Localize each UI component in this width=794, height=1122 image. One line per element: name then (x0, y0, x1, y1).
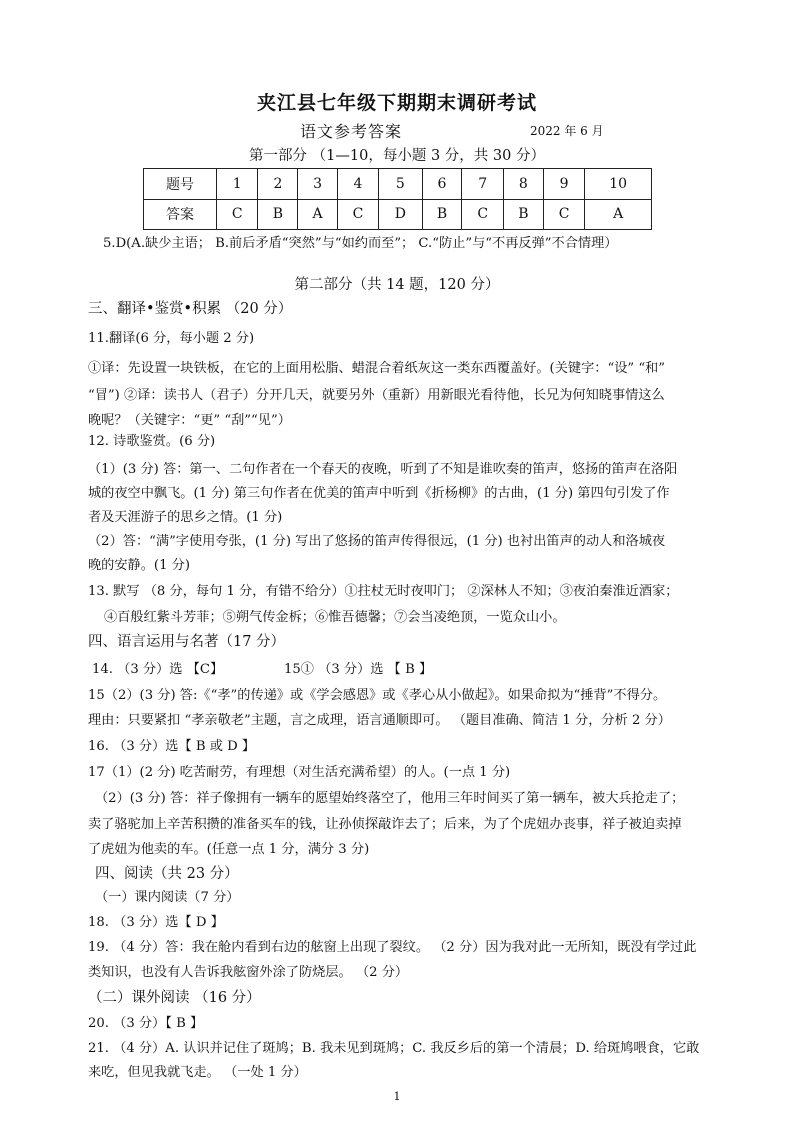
answer-line: 15① （3 分）选 【 B 】 (284, 662, 433, 677)
table-cell: B (258, 199, 298, 230)
page-number: 1 (393, 1090, 401, 1103)
answer-line: 晚的安静。(1 分) (88, 558, 190, 573)
table-cell: A (298, 199, 337, 230)
table-row-numbers (144, 169, 652, 200)
table-cell: A (585, 199, 652, 230)
part2-heading: 第二部分（共 14 题，120 分） (294, 277, 500, 293)
answer-line: 14. （3 分）选 【C】 (92, 662, 224, 677)
table-cell: 1 (217, 169, 258, 200)
answer-line: 来吃，但见我就飞走。 （一处 1 分） (88, 1065, 307, 1080)
answer-line: ①译：先设置一块铁板，在它的上面用松脂、蜡混合着纸灰这一类东西覆盖好。(关键字：“设” “和” (88, 361, 665, 376)
answer-line: （2）答：“满”字使用夸张，(1 分) 写出了悠扬的笛声传得很远，(1 分) 也衬出笛声的动人和洛城夜 (88, 534, 666, 549)
answer-line: 19. （4 分）答：我在舱内看到右边的舷窗上出现了裂纹。 （2 分）因为我对此一无所知，既没有学过此 (88, 940, 697, 955)
question-heading: 12. 诗歌鉴赏。(6 分) (88, 434, 216, 449)
table-cell: 8 (503, 169, 543, 200)
table-cell: C (462, 199, 503, 230)
answer-line: 了虎妞为他卖的车。(任意一点 1 分，满分 3 分) (88, 842, 370, 857)
section-heading: 三、翻译•鉴赏•积累 （20 分） (88, 301, 293, 317)
table-cell: C (543, 199, 584, 230)
question-heading: 11.翻译(6 分，每小题 2 分) (88, 331, 255, 346)
table-cell: 7 (462, 169, 503, 200)
answer-line: 17（1）(2 分) 吃苦耐劳，有理想（对生活充满希望）的人。(一点 1 分) (88, 765, 511, 780)
table-cell: D (379, 199, 422, 230)
table-cell: 4 (337, 169, 378, 200)
subsection-heading: （二）课外阅读 （16 分） (88, 990, 261, 1006)
answer-line: （2）(3 分) 答：祥子像拥有一辆车的愿望始终落空了，他用三年时间买了第一辆车，被大兵抢走了； (95, 791, 685, 806)
table-cell: 6 (422, 169, 462, 200)
answer-table (143, 168, 652, 230)
exam-date: 2022 年 6 月 (530, 124, 604, 138)
table-cell: 9 (543, 169, 584, 200)
answer-line: 18. （3 分）选【 D 】 (88, 915, 224, 930)
part1-heading: 第一部分 （1—10，每小题 3 分，共 30 分） (249, 148, 545, 164)
page-title: 夹江县七年级下期期末调研考试 (256, 92, 537, 114)
table-row-answers (144, 199, 652, 230)
section-heading: 四、阅读（共 23 分） (95, 866, 239, 882)
answer-line: 城的夜空中飘飞。(1 分) 第三句作者在优美的笛声中听到《折杨柳》的古曲，(1 分) 第四句引发了作 (88, 486, 670, 501)
answer-line: 理由：只要紧扣 “孝亲敬老”主题，言之成理，语言通顺即可。 （题目准确、简洁 1 分，分析 2 分） (88, 713, 671, 728)
table-cell: B (422, 199, 462, 230)
table-cell: 5 (379, 169, 422, 200)
subsection-heading: （一）课内阅读（7 分） (95, 890, 240, 905)
table-cell: C (217, 199, 258, 230)
page-subtitle: 语文参考答案 (300, 122, 403, 141)
table-cell: 2 (258, 169, 298, 200)
q5-explanation: 5.D(A.缺少主语； B.前后矛盾“突然”与“如约而至”； C.“防止”与“不再反弹”不合情理） (103, 236, 618, 251)
question-heading: 13. 默写 （8 分，每句 1 分，有错不给分）①拄杖无时夜叩门； ②深林人不知；③夜泊秦淮近酒家； (88, 584, 679, 599)
answer-line: 类知识，也没有人告诉我舷窗外涂了防烧层。 （2 分） (88, 965, 409, 980)
table-cell: 10 (585, 169, 652, 200)
answer-line: 者及天涯游子的思乡之情。(1 分) (88, 510, 283, 525)
answer-line: 15（2）(3 分) 答:《“孝”的传递》或《学会感恩》或《孝心从小做起》。如果命拟为“捶背”不得分。 (88, 688, 667, 703)
answer-line: 16. （3 分）选【 B 或 D 】 (88, 739, 256, 754)
section-heading: 四、语言运用与名著（17 分） (88, 634, 286, 650)
answer-line: ④百般红紫斗芳菲；⑤朔气传金柝；⑥惟吾德馨；⑦会当凌绝顶，一览众山小。 (104, 610, 566, 625)
table-cell: C (337, 199, 378, 230)
answer-line: 晚呢？（关键字：“更” “刮”“见”） (88, 413, 291, 428)
answer-line: 21. （4 分）A. 认识并记住了斑鸠；B. 我未见到斑鸠；C. 我反乡后的第一个清晨；D. 给斑鸠喂食，它敢 (88, 1041, 700, 1056)
table-cell: 3 (298, 169, 337, 200)
answer-line: 20. （3 分）【 B 】 (88, 1016, 204, 1031)
table-cell: B (503, 199, 543, 230)
answer-line: （1）(3 分) 答：第一、二句作者在一个春天的夜晚，听到了不知是谁吹奏的笛声，悠扬的笛声在洛阳 (88, 462, 678, 477)
row-label-answers: 答案 (144, 199, 217, 230)
answer-line: 卖了骆驼加上辛苦积攒的准备买车的钱，让孙侦探敲诈去了；后来，为了个虎妞办丧事，祥子被迫卖掉 (88, 817, 682, 832)
row-label-numbers: 题号 (144, 169, 217, 200)
answer-line: “冒”) ②译：读书人（君子）分开几天，就要另外（重新）用新眼光看待他，长兄为何知晓事情这么 (88, 388, 665, 403)
